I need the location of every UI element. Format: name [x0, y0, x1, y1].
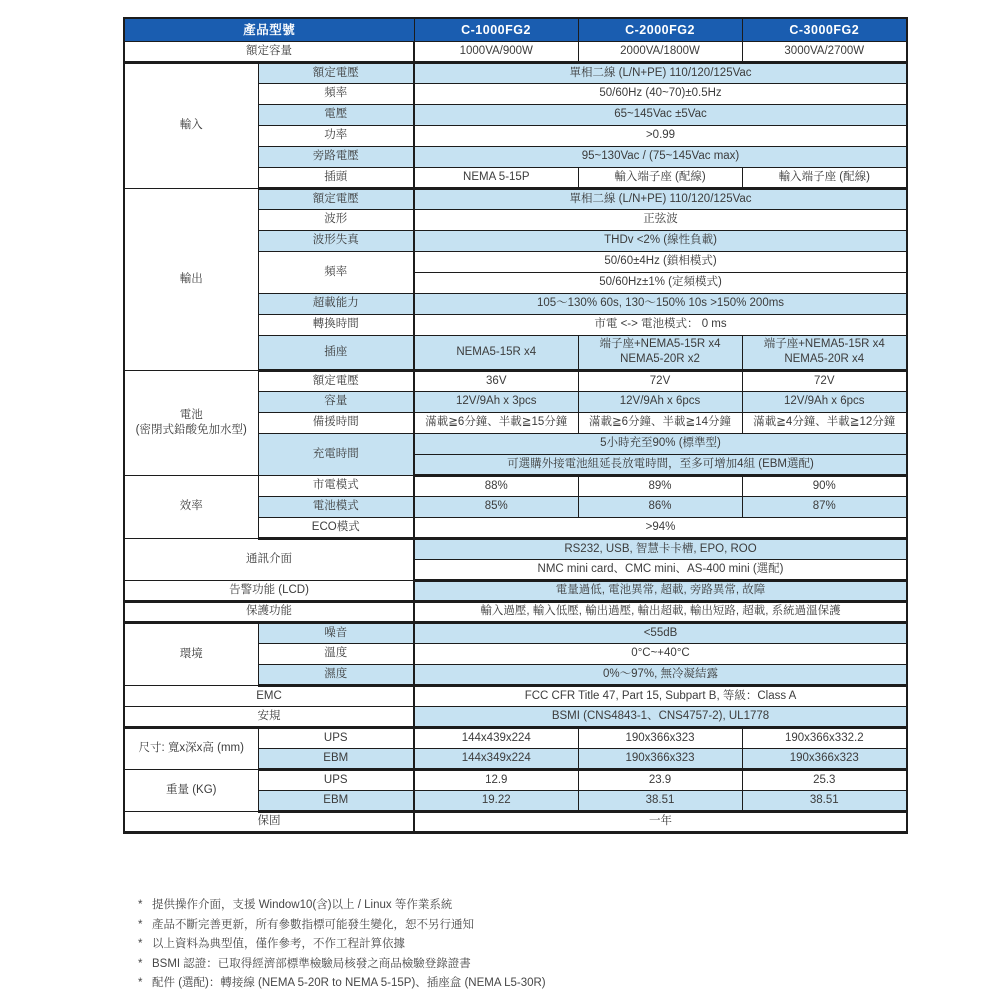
section-label-cell: 電池 (密閉式鉛酸免加水型) [124, 370, 258, 475]
value-cell: 90% [742, 475, 907, 496]
spec-table [123, 17, 908, 834]
value-cell: THDv <2% (線性負載) [414, 230, 907, 251]
value-cell: 12.9 [414, 769, 578, 790]
row-label-cell: 容量 [258, 391, 414, 412]
value-cell: 190x366x332.2 [742, 727, 907, 748]
value-cell: 19.22 [414, 790, 578, 811]
row-label-cell: 插座 [258, 335, 414, 370]
row-label-cell: 保護功能 [124, 601, 414, 622]
spec-row [124, 811, 907, 832]
value-cell: 5小時充至90% (標準型) [414, 433, 907, 454]
spec-row [124, 580, 907, 601]
value-cell: 86% [578, 496, 742, 517]
value-cell: 36V [414, 370, 578, 391]
row-label-cell: 溫度 [258, 643, 414, 664]
footnote-text: 提供操作介面，支援 Window10(含)以上 / Linux 等作業系統 [152, 899, 453, 911]
row-label-cell: 波形 [258, 209, 414, 230]
model-header: C-1000FG2 [414, 18, 578, 41]
row-label-cell: 額定電壓 [258, 370, 414, 391]
footnote-star: * [138, 938, 143, 950]
spec-row [124, 370, 907, 391]
footnote-star: * [138, 957, 143, 970]
value-cell: 滿載≧6分鐘、半載≧14分鐘 [578, 412, 742, 433]
value-cell: BSMI (CNS4843-1、CNS4757-2), UL1778 [414, 706, 907, 727]
section-label-cell: 輸入 [124, 62, 258, 188]
value-cell: 87% [742, 496, 907, 517]
value-cell: 單相二線 (L/N+PE) 110/120/125Vac [414, 62, 907, 83]
value-cell: 88% [414, 475, 578, 496]
value-cell: 端子座+NEMA5-15R x4 NEMA5-20R x4 [742, 335, 907, 370]
footnote-text: 產品不斷完善更新，所有參數指標可能發生變化，恕不另行通知 [152, 918, 474, 931]
row-label-cell: 額定電壓 [258, 62, 414, 83]
spec-row [124, 706, 907, 727]
header-row [124, 18, 907, 41]
value-cell: 50/60±4Hz (鎖相模式) [414, 251, 907, 272]
row-label-cell: 波形失真 [258, 230, 414, 251]
row-label-cell: 備援時間 [258, 412, 414, 433]
value-cell: 正弦波 [414, 209, 907, 230]
value-cell: FCC CFR Title 47, Part 15, Subpart B, 等級：Class A [414, 685, 907, 706]
value-cell: 12V/9Ah x 3pcs [414, 391, 578, 412]
spec-row [124, 188, 907, 209]
value-cell: 50/60Hz±1% (定頻模式) [414, 272, 907, 293]
value-cell: NEMA5-15R x4 [414, 335, 578, 370]
spec-row [124, 41, 907, 62]
value-cell: 38.51 [742, 790, 907, 811]
value-cell: 電量過低, 電池異常, 超載, 旁路異常, 故障 [414, 580, 907, 601]
row-label-cell: 通訊介面 [124, 538, 414, 580]
value-cell: 2000VA/1800W [578, 41, 742, 62]
value-cell: 輸入端子座 (配線) [742, 167, 907, 188]
row-label-cell: 超載能力 [258, 293, 414, 314]
row-label-cell: 額定電壓 [258, 188, 414, 209]
value-cell: 65~145Vac ±5Vac [414, 104, 907, 125]
value-cell: 12V/9Ah x 6pcs [578, 391, 742, 412]
value-cell: 輸入過壓, 輸入低壓, 輸出過壓, 輸出超載, 輸出短路, 超載, 系統過溫保護 [414, 601, 907, 622]
value-cell: RS232, USB, 智慧卡卡槽, EPO, ROO [414, 538, 907, 559]
section-label-cell: 重量 (KG) [124, 769, 258, 811]
value-cell: 端子座+NEMA5-15R x4 NEMA5-20R x2 [578, 335, 742, 370]
spec-row [124, 685, 907, 706]
spec-row [124, 475, 907, 496]
row-label-cell: UPS [258, 769, 414, 790]
value-cell: 1000VA/900W [414, 41, 578, 62]
model-col-header: 產品型號 [124, 18, 414, 41]
row-label-cell: UPS [258, 727, 414, 748]
footnote-text: 以上資料為典型值，僅作參考，不作工程計算依據 [152, 938, 405, 950]
footnote-line [138, 955, 546, 975]
value-cell: 12V/9Ah x 6pcs [742, 391, 907, 412]
value-cell: 0°C~+40°C [414, 643, 907, 664]
row-label-cell: 保固 [124, 811, 414, 832]
footnote-star: * [138, 977, 143, 989]
row-label-cell: 插頭 [258, 167, 414, 188]
section-label-cell: 輸出 [124, 188, 258, 370]
footnote-line [138, 974, 546, 994]
footnote-text: 配件 (選配)：轉接線 (NEMA 5-20R to NEMA 5-15P)、插座盒 (NEMA L5-30R) [152, 977, 546, 989]
footnote-text: BSMI 認證：已取得經濟部標準檢驗局核發之商品檢驗登錄證書 [152, 957, 471, 970]
row-label-cell: 額定容量 [124, 41, 414, 62]
value-cell: 89% [578, 475, 742, 496]
value-cell: <55dB [414, 622, 907, 643]
footnote-star: * [138, 918, 143, 931]
row-label-cell: ECO模式 [258, 517, 414, 538]
row-label-cell: EBM [258, 790, 414, 811]
footnotes [138, 896, 546, 994]
value-cell: 144x349x224 [414, 748, 578, 769]
value-cell: 72V [578, 370, 742, 391]
value-cell: 滿載≧4分鐘、半載≧12分鐘 [742, 412, 907, 433]
spec-row [124, 727, 907, 748]
value-cell: 一年 [414, 811, 907, 832]
value-cell: 190x366x323 [578, 727, 742, 748]
value-cell: 95~130Vac / (75~145Vac max) [414, 146, 907, 167]
value-cell: 144x439x224 [414, 727, 578, 748]
section-label-cell: 尺寸: 寬x深x高 (mm) [124, 727, 258, 769]
value-cell: 單相二線 (L/N+PE) 110/120/125Vac [414, 188, 907, 209]
spec-table-wrap [123, 17, 908, 834]
value-cell: >0.99 [414, 125, 907, 146]
row-label-cell: 電池模式 [258, 496, 414, 517]
footnote-line [138, 896, 546, 916]
value-cell: 190x366x323 [742, 748, 907, 769]
value-cell: 85% [414, 496, 578, 517]
value-cell: 滿載≧6分鐘、半載≧15分鐘 [414, 412, 578, 433]
row-label-cell: 轉換時間 [258, 314, 414, 335]
spec-row [124, 538, 907, 559]
value-cell: >94% [414, 517, 907, 538]
value-cell: 3000VA/2700W [742, 41, 907, 62]
spec-row [124, 622, 907, 643]
model-header: C-3000FG2 [742, 18, 907, 41]
spec-row [124, 601, 907, 622]
value-cell: NMC mini card、CMC mini、AS-400 mini (選配) [414, 559, 907, 580]
row-label-cell: 市電模式 [258, 475, 414, 496]
model-header: C-2000FG2 [578, 18, 742, 41]
value-cell: 可選購外接電池組延長放電時間，至多可增加4組 (EBM選配) [414, 454, 907, 475]
value-cell: 23.9 [578, 769, 742, 790]
footnote-line [138, 935, 546, 955]
footnote-line [138, 916, 546, 936]
value-cell: 輸入端子座 (配線) [578, 167, 742, 188]
row-label-cell: 功率 [258, 125, 414, 146]
value-cell: 190x366x323 [578, 748, 742, 769]
row-label-cell: EMC [124, 685, 414, 706]
section-label-cell: 環境 [124, 622, 258, 685]
value-cell: 25.3 [742, 769, 907, 790]
row-label-cell: 告警功能 (LCD) [124, 580, 414, 601]
section-label-cell: 效率 [124, 475, 258, 538]
row-label-cell: EBM [258, 748, 414, 769]
row-label-cell: 噪音 [258, 622, 414, 643]
spec-row [124, 62, 907, 83]
value-cell: 72V [742, 370, 907, 391]
value-cell: 0%～97%, 無冷凝結露 [414, 664, 907, 685]
row-label-cell: 頻率 [258, 83, 414, 104]
spec-row [124, 769, 907, 790]
value-cell: 50/60Hz (40~70)±0.5Hz [414, 83, 907, 104]
value-cell: 38.51 [578, 790, 742, 811]
row-label-cell: 頻率 [258, 251, 414, 293]
spec-table-body [124, 18, 907, 832]
value-cell: NEMA 5-15P [414, 167, 578, 188]
value-cell: 市電 <-> 電池模式： 0 ms [414, 314, 907, 335]
row-label-cell: 旁路電壓 [258, 146, 414, 167]
row-label-cell: 濕度 [258, 664, 414, 685]
row-label-cell: 安規 [124, 706, 414, 727]
footnote-star: * [138, 899, 143, 911]
row-label-cell: 電壓 [258, 104, 414, 125]
value-cell: 105～130% 60s, 130～150% 10s >150% 200ms [414, 293, 907, 314]
row-label-cell: 充電時間 [258, 433, 414, 475]
